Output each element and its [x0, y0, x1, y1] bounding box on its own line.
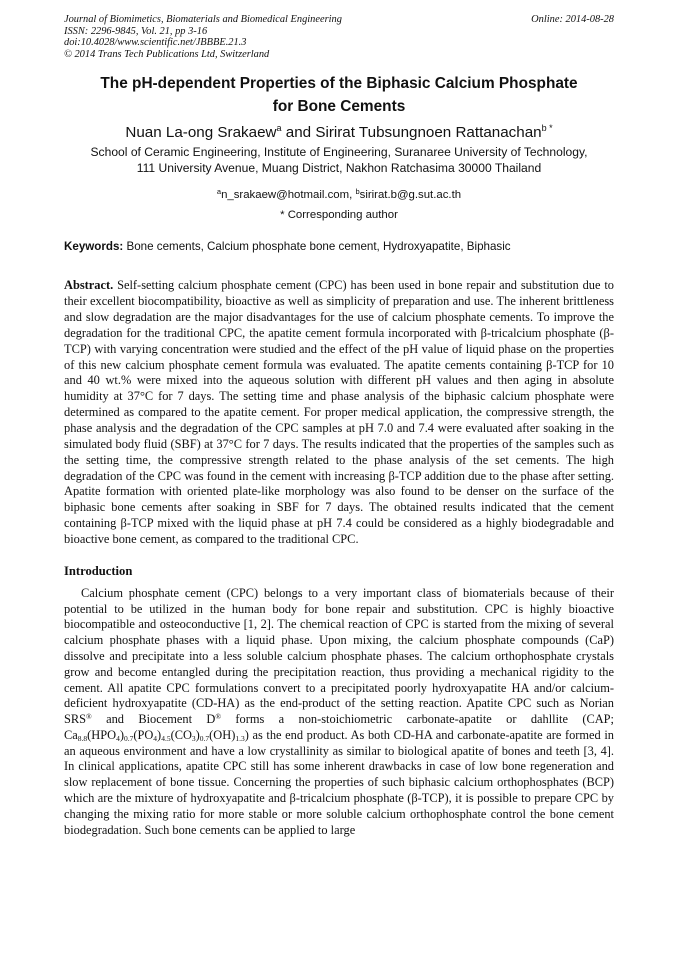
- online-date: Online: 2014-08-28: [531, 14, 614, 25]
- keywords-text: Bone cements, Calcium phosphate bone cement, Hydroxyapatite, Biphasic: [123, 240, 511, 254]
- formula-sub: 4: [116, 733, 120, 743]
- abstract-label: Abstract.: [64, 278, 114, 293]
- affiliation: [64, 144, 614, 176]
- email-b: sirirat.b@g.sut.ac.th: [359, 189, 462, 202]
- keywords: [64, 240, 614, 254]
- formula-part: (PO: [133, 727, 154, 742]
- formula-part: ): [119, 727, 124, 742]
- author-2-name: Sirirat Tubsungnoen Rattanachan: [315, 124, 542, 142]
- abstract: [64, 278, 614, 547]
- formula-sub: 0.7: [199, 733, 210, 743]
- intro-text-2: and Biocement D: [91, 712, 216, 727]
- intro-text-4: ) as the end product. As both CD-HA and carbonate-apatite are formed in an aqueous environment and have a low crystallinity as similar to biological apatite of bones and teeth [3, 4]. In clinical applications, apatite CPC still has some inherent drawbacks in case of low bone regeneration and slow replacement of bone tissue. Concerning the properties of such biphasic calcium orthophosphates (BCP) which are the mixture of hydroxyapatite and β-tricalcium phosphate (β-TCP), it is possible to prepare CPC by changing the mixing ratio for more stable or more soluble calcium orthophosphate control the bone cement biodegradation. Such bone cements can be applied to large: [64, 727, 614, 837]
- registered-mark-1: ®: [86, 712, 92, 722]
- email-mark-a: a: [216, 187, 222, 197]
- formula-part: (OH): [209, 727, 236, 742]
- copyright-line: © 2014 Trans Tech Publications Ltd, Switzerland: [64, 48, 270, 60]
- title-line-2: for Bone Cements: [272, 98, 406, 116]
- doi-line: doi:10.4028/www.scientific.net/JBBBE.21.3: [64, 37, 247, 49]
- email-mark-b: b: [355, 187, 360, 197]
- email-a: n_srakaew@hotmail.com,: [221, 189, 356, 202]
- formula-sub: 8.8: [77, 733, 88, 743]
- intro-text-3: forms a non-stoichiometric carbonate-apatite or dahllite (CAP;: [221, 712, 615, 727]
- formula-part: (CO: [170, 727, 192, 742]
- formula-sub: 0.7: [123, 733, 134, 743]
- formula-sub: 3: [191, 733, 196, 743]
- journal-header: [64, 14, 614, 60]
- formula-part: (HPO: [87, 727, 117, 742]
- issn-line: ISSN: 2296-9845, Vol. 21, pp 3-16: [64, 25, 208, 37]
- formula-sub: 4.5: [161, 733, 171, 743]
- author-1-mark: a: [276, 123, 282, 134]
- formula-part: Ca: [64, 727, 78, 742]
- affiliation-line-2: 111 University Avenue, Muang District, Nakhon Ratchasima 30000 Thailand: [136, 161, 542, 176]
- registered-mark-2: ®: [215, 712, 222, 722]
- formula-sub: 1.3: [235, 733, 245, 743]
- keywords-label: Keywords:: [64, 240, 124, 254]
- introduction-heading: Introduction: [64, 563, 133, 578]
- abstract-text: Self-setting calcium phosphate cement (CPC) has been used in bone repair and substitution due to their excellent biocompatibility, bioactive as well as simplicity of preparation and use. The inherent brittleness and slow degradation are the major disadvantages for the use of calcium phosphate cements. To improve the degradation for the traditional CPC, the apatite cement formula incorporated with β-tricalcium phosphate (β-TCP) with varying concentration were studied and the effect of the pH value of liquid phase on the properties of this new calcium phosphate cement formula was evaluated. The apatite cements containing β-TCP for 10 and 40 wt.% were mixed into the aqueous solution with different pH values and then aging in absolute humidity at 37°C for 7 days. The setting time and phase analysis of the biphasic calcium phosphate were determined as compared to the apatite cement. For proper medical application, the compressive strength, the phase analysis and the degradation of the CPC samples at pH 7.0 and 7.4 were evaluated after soaking in the simulated body fluid (SBF) at 37°C for 7 days. The results indicated that the properties of the samples such as the setting time, the compressive strength related to the phase analysis of the set cements. The high degradation of the CPC was found in the cement with increasing β-TCP addition due to the phase after setting. Apatite formation with oriented plate-like morphology was also found to be denser on the surface of the biphasic bone cements after soaking in SBF for 7 days. The obtained results indicated that the cement containing β-TCP mixed with the liquid phase at pH 7.4 could be considered as a highly biodegradable and bioactive bone cement, as compared to the traditional CPC.: [64, 278, 614, 546]
- paper-title: [64, 72, 614, 118]
- title-line-1: The pH-dependent Properties of the Biphasic Calcium Phosphate: [100, 75, 578, 93]
- author-connector: and: [281, 124, 316, 142]
- formula-part: ): [157, 727, 162, 742]
- formula-sub: 4: [153, 733, 158, 743]
- introduction-paragraph: [64, 586, 614, 839]
- intro-text-1: Calcium phosphate cement (CPC) belongs to a very important class of biomaterials because of their potential to be utilized in the human body for bone repair and substitution. CPC is highly bioactive biocompatible and osteoconductive [1, 2]. The chemical reaction of CPC is started from the mixing of several calcium phosphate phases with a liquid phase. Upon mixing, the calcium phosphate compounds (CaP) dissolve and precipitate into a less soluble calcium phosphate phases. The calcium orthophosphate crystals grow and become entangled during the precipitation reaction, thus providing a mechanical rigidity to the cement. All apatite CPC formulations convert to a precipitated poorly hydroxyapatite HA and/or calcium-deficient hydroxyapatite (CD-HA) as the end-product of the setting reaction. Apatite CPC such as Norian SRS: [64, 585, 614, 727]
- formula-part: ): [195, 727, 200, 742]
- affiliation-line-1: School of Ceramic Engineering, Institute of Engineering, Suranaree University of Technology,: [90, 145, 588, 160]
- corresponding-author-note: * Corresponding author: [280, 209, 398, 222]
- journal-name: Journal of Biomimetics, Biomaterials and Biomedical Engineering: [64, 14, 342, 25]
- author-list: [64, 118, 614, 143]
- chemical-formula: [64, 728, 245, 742]
- author-emails: [64, 185, 614, 202]
- author-1-name: Nuan La-ong Srakaew: [125, 124, 277, 142]
- author-2-mark: b *: [541, 123, 553, 134]
